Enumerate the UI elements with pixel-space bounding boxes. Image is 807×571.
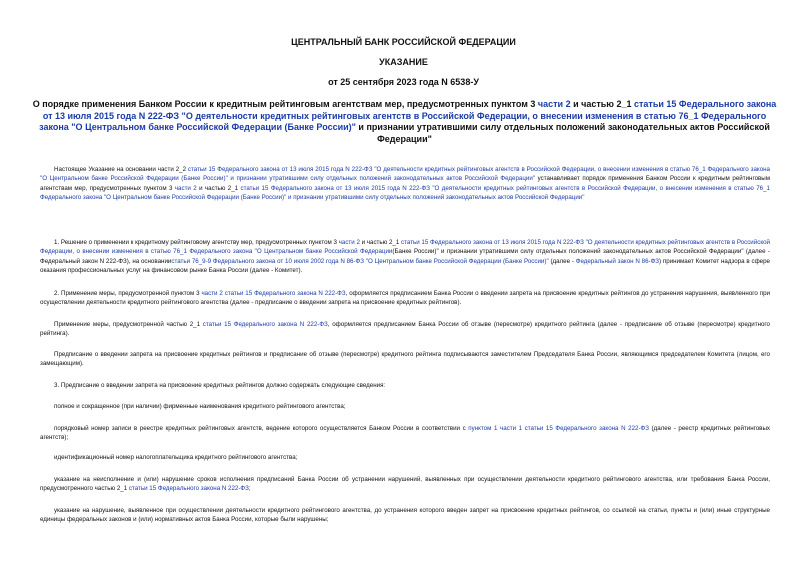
title-link-part2[interactable]: части 2 (537, 99, 571, 109)
document-type: УКАЗАНИЕ (379, 57, 428, 67)
p1-link-article15[interactable]: статьи 15 Федерального закона от 13 июля 2015 года N 222-ФЗ "О деятельности кредитных рейтинговых агентств в Российской Федерации, о внесении изменения в статью 76_1 Федерального закона "О Центральном банке Российской Федерации (40, 239, 770, 256)
title-link-article15[interactable]: статьи 15 Федерального закона от 13 июля 2015 года N 222-ФЗ "О деятельности кредитных рейтинговых агентств в Российской Федерации, о внесении изменения в статью 76_1 Федерального закона "О Центральном банке Российской Федерации (Банке России)" (39, 99, 777, 132)
p1-link-article76-9[interactable]: статьи 76_9-9 Федерального закона от 10 июля 2002 года N 86-ФЗ "О Центральном банке Российской Федерации (Банке России)" (171, 257, 549, 265)
p9-link-article15[interactable]: статьи 15 Федерального закона N 222-ФЗ (128, 485, 249, 493)
p7-link-article15[interactable]: пунктом 1 части 1 статьи 15 Федерального закона N 222-ФЗ (468, 425, 649, 432)
paragraph-3: 3. Предписание о введении запрета на присвоение кредитных рейтингов должно содержать следующие сведения: (54, 382, 386, 389)
paragraph-2: 2. Применение меры, предусмотренной пунктом 3 части 2 статьи 15 Федерального закона N 222-ФЗ, оформляется предписанием Банка России о введении запрета на присвоение кредитных рейтингов до устранения нарушения, выявленного при осуществлении деятельности кредитного рейтингового агентства (далее - предписание о введении запрета на присвоение кредитных рейтингов). (40, 290, 770, 307)
intro-link-article15[interactable]: статьи 15 Федерального закона от 13 июля 2015 года N 222-ФЗ "О деятельности кредитных рейтинговых агентств в Российской Федерации, о внесении изменения в статью 76_1 Федерального закона "О Центральном банке Российской Федерации (Банке России)" и признании утратившими силу отдельных положений законодательных актов Российской Федерации" (40, 166, 770, 183)
intro-link-article15-2[interactable]: статьи 15 Федерального закона от 13 июля 2015 года N 222-ФЗ "О деятельности кредитных рейтинговых агентств в Российской Федерации, о внесении изменения в статью 76_1 Федерального закона "О Центральном банке Российской Федерации (Банке России)" и признании утратившими силу отдельных положений законодательных актов Российской Федерации" (40, 184, 770, 202)
paragraph-1: 1. Решение о применении к кредитному рейтинговому агентству мер, предусмотренных пунктом 3 части 2 и частью 2_1 статьи 15 Федерального закона от 13 июля 2015 года N 222-ФЗ "О деятельности кредитных рейтинговых агентств в Российской Федерации, о внесении изменения в статью 76_1 Федерального закона "О Центральном банке Российской Федерации(Банке России)" и признании утратившими силу отдельных положений законодательных актов Российской Федерации" (далее - Федеральный закон N 222-ФЗ), на основаниистатьи 76_9-9 Федерального закона от 10 июля 2002 года N 86-ФЗ "О Центральном банке Российской Федерации (Банке России)" (далее - Федеральный закон N 86-ФЗ) принимает Комитет надзора в сфере оказания профессиональных услуг на финансовом рынке Банка России (далее - Комитет). (40, 239, 770, 275)
p1-link-part2[interactable]: части 2 (338, 239, 360, 246)
intro-paragraph: Настоящее Указание на основании части 2_2 статьи 15 Федерального закона от 13 июля 2015 года N 222-ФЗ "О деятельности кредитных рейтинговых агентств в Российской Федерации, о внесении изменения в статью 76_1 Федерального закона "О Центральном банке Российской Федерации (Банке России)" и признании утратившими силу отдельных положений законодательных актов Российской Федерации" устанавливает порядок применения Банком России к кредитным рейтинговым агентствам мер, предусмотренных пунктом 3 части 2 и частью 2_1 статьи 15 Федерального закона от 13 июля 2015 года N 222-ФЗ "О деятельности кредитных рейтинговых агентств в Российской Федерации, о внесении изменения в статью 76_1 Федерального закона "О Центральном банке Российской Федерации (Банке России)" и признании утратившими силу отдельных положений законодательных актов Российской Федерации" (40, 166, 771, 202)
paragraph-2-third: Предписание о введении запрета на присвоение кредитных рейтингов и предписание об отзыве (пересмотре) кредитного рейтинга подписываются заместителем Председателя Банка России, являющимся председателем Комитета (лицом, его замещающим). (40, 351, 770, 368)
paragraph-2-second: Применение меры, предусмотренной частью 2_1 статьи 15 Федерального закона N 222-ФЗ, оформляется предписанием Банка России об отзыве (пересмотре) кредитного рейтинга (далее - предписание об отзыве (пересмотре) кредитного рейтинга). (40, 321, 770, 338)
p3-link-article15[interactable]: статьи 15 Федерального закона N 222-ФЗ (202, 321, 328, 328)
document-title: О порядке применения Банком России к кредитным рейтинговым агентствам мер, предусмотренных пунктом 3 части 2 и частью 2_1 статьи 15 Федерального закона от 13 июля 2015 года N 222-ФЗ "О деятельности кредитных рейтинговых агентств в Российской Федерации, о внесении изменения в статью 76_1 Федерального закона "О Центральном банке Российской Федерации (Банке России)" и признании утратившими силу отдельных положений законодательных актов Российской Федерации" (32, 99, 777, 144)
paragraph-3-item-names: полное и сокращенное (при наличии) фирменные наименования кредитного рейтингового агентства; (54, 403, 346, 410)
document-date-number: от 25 сентября 2023 года N 6538-У (328, 77, 479, 87)
p1-link-law86[interactable]: Федеральный закон N 86-ФЗ (575, 257, 660, 265)
paragraph-3-item-violation: указание на неисполнение и (или) нарушение сроков исполнения предписаний Банка России об устранении нарушений, выявленных при осуществлении деятельности кредитного рейтингового агентства, или требования Банка России, предусмотренного частью 2_1 статьи 15 Федерального закона N 222-ФЗ; (40, 476, 770, 493)
paragraph-3-item-breach: указание на нарушение, выявленное при осуществлении деятельности кредитного рейтингового агентства, до устранения которого введен запрет на присвоение кредитных рейтингов, со ссылкой на статьи, пункты и (или) иные структурные единицы федеральных законов и (или) нормативных актов Банка России, которые были нарушены; (40, 507, 770, 524)
p2-link-part2-article15[interactable]: части 2 статьи 15 Федерального закона N 222-ФЗ (201, 290, 346, 297)
paragraph-3-item-registry: порядковый номер записи в реестре кредитных рейтинговых агентств, ведение которого осуществляется Банком России в соответствии с пунктом 1 части 1 статьи 15 Федерального закона N 222-ФЗ (далее - реестр кредитных рейтинговых агентств); (40, 425, 771, 442)
issuer-heading: ЦЕНТРАЛЬНЫЙ БАНК РОССИЙСКОЙ ФЕДЕРАЦИИ (291, 37, 516, 47)
paragraph-3-item-inn: идентификационный номер налогоплательщика кредитного рейтингового агентства; (54, 454, 298, 461)
intro-link-part2[interactable]: части 2 (174, 184, 197, 192)
